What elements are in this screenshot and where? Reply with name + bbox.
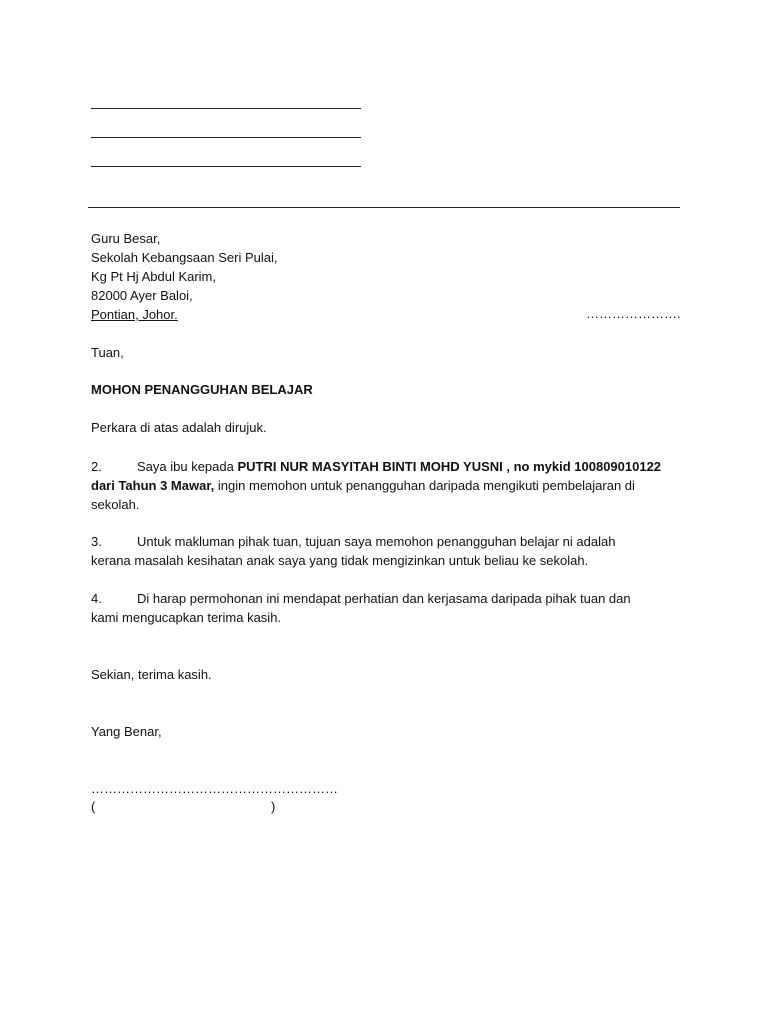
sender-address-line-3 (91, 166, 361, 167)
paragraph-2 (91, 457, 681, 514)
signature-name-close-paren: ) (271, 799, 276, 814)
paragraph-2-tail: sekolah. (91, 497, 140, 512)
salutation: Tuan, (91, 345, 124, 360)
paragraph-4-line-1: Di harap permohonan ini mendapat perhatian dan kerjasama daripada pihak tuan dan (137, 591, 631, 606)
header-divider (88, 207, 680, 208)
paragraph-3-line-1: Untuk makluman pihak tuan, tujuan saya memohon penangguhan belajar ni adalah (137, 534, 616, 549)
paragraph-2-rest: ingin memohon untuk penangguhan daripada mengikuti pembelajaran di (214, 478, 635, 493)
recipient-school: Sekolah Kebangsaan Seri Pulai, (91, 250, 278, 265)
reference-line: Perkara di atas adalah dirujuk. (91, 420, 267, 435)
paragraph-number: 4. (91, 591, 102, 606)
student-class: dari Tahun 3 Mawar, (91, 478, 215, 493)
paragraph-number: 3. (91, 534, 102, 549)
paragraph-4-line-2: kami mengucapkan terima kasih. (91, 610, 282, 625)
recipient-postcode-city: 82000 Ayer Baloi, (91, 288, 193, 303)
paragraph-3 (91, 532, 681, 570)
paragraph-2-lead: Saya ibu kepada (137, 459, 238, 474)
sender-address-line-1 (91, 108, 361, 109)
paragraph-3-line-2: kerana masalah kesihatan anak saya yang tidak mengizinkan untuk beliau ke sekolah. (91, 553, 589, 568)
recipient-street: Kg Pt Hj Abdul Karim, (91, 269, 216, 284)
student-name-mykid: PUTRI NUR MASYITAH BINTI MOHD YUSNI , no mykid 100809010122 (237, 459, 662, 474)
date-placeholder: …………………. (586, 306, 681, 321)
subject-heading: MOHON PENANGGUHAN BELAJAR (91, 382, 313, 397)
signoff: Yang Benar, (91, 724, 162, 739)
paragraph-4 (91, 589, 681, 627)
closing-line: Sekian, terima kasih. (91, 667, 212, 682)
paragraph-number: 2. (91, 459, 102, 474)
recipient-title: Guru Besar, (91, 231, 161, 246)
signature-name-open-paren: ( (91, 799, 96, 814)
signature-dots: ………………………………………………… (91, 781, 338, 796)
recipient-district-state: Pontian, Johor. (91, 307, 178, 322)
sender-address-line-2 (91, 137, 361, 138)
